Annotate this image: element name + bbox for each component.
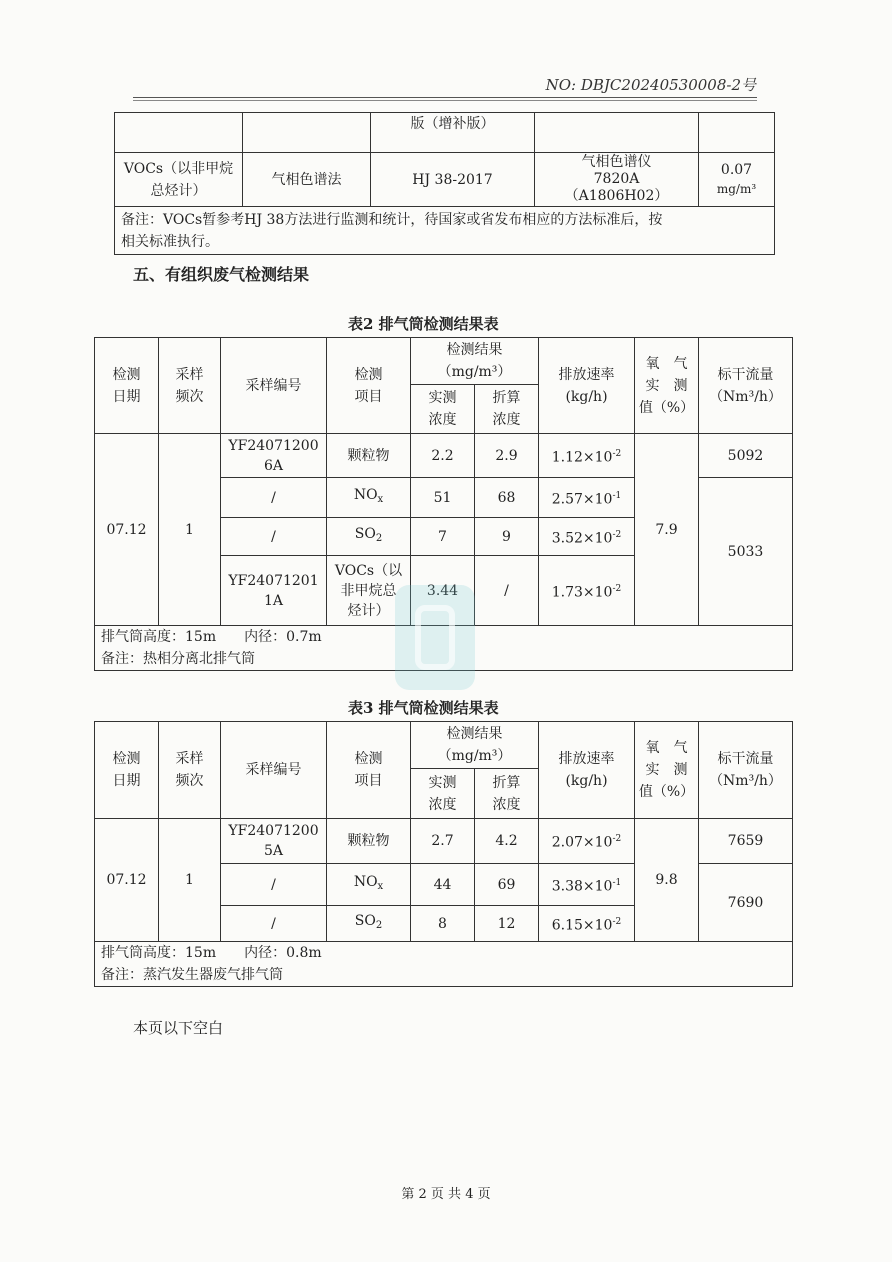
page-number: 第 2 页 共 4 页 <box>401 1187 491 1202</box>
rate-exponent: -1 <box>612 490 622 501</box>
table3-item <box>327 906 411 942</box>
header-sample-id: 采样编号 <box>221 722 327 819</box>
table3-item: 颗粒物 <box>327 819 411 864</box>
table3-stack-info: 排气筒高度：15m 内径：0.8m <box>101 945 322 961</box>
rate-base: 1.73×10 <box>551 584 613 601</box>
rate-exponent: -2 <box>612 916 622 927</box>
rate-exponent: -2 <box>612 448 622 459</box>
header-rate-l2: (kg/h) <box>565 388 608 405</box>
header-date <box>95 722 159 819</box>
header-oxygen-l2: 实 测 <box>645 762 688 778</box>
rate-exponent: -2 <box>612 529 622 540</box>
rate-base: 2.57×10 <box>551 491 613 508</box>
table3-footer-note <box>95 942 793 987</box>
table2-converted: 2.9 <box>475 434 539 478</box>
rate-base: 3.52×10 <box>551 530 613 547</box>
table2-measured: 3.44 <box>411 556 475 626</box>
header-item <box>327 722 411 819</box>
header-date-l1: 检测 <box>112 751 141 767</box>
header-result-l2: （mg/m³） <box>437 364 512 380</box>
table3-converted: 12 <box>475 906 539 942</box>
header-flow-l2: （Nm³/h） <box>709 773 782 789</box>
table3-rate <box>539 819 635 864</box>
method-name: 气相色谱法 <box>243 153 371 207</box>
header-result-l1: 检测结果 <box>446 342 503 358</box>
table3-measured: 44 <box>411 864 475 906</box>
header-oxygen <box>635 722 699 819</box>
header-measured <box>411 769 475 819</box>
header-rate-l1: 排放速率 <box>558 751 615 767</box>
item-base: NO <box>353 487 378 503</box>
rate-base: 1.12×10 <box>551 449 613 466</box>
table2-flow-1: 5092 <box>699 434 793 478</box>
table-row <box>95 819 793 864</box>
item-base: SO <box>354 526 376 542</box>
method-note <box>115 207 775 255</box>
header-oxygen-l3: 值（%） <box>638 784 695 800</box>
rate-base: 2.07×10 <box>551 834 613 851</box>
table2-converted: / <box>475 556 539 626</box>
report-number: NO: DBJC20240530008-2号 <box>545 76 756 94</box>
header-frequency-l1: 采样 <box>175 366 204 383</box>
table2-date: 07.12 <box>95 434 159 626</box>
table2-sample-id <box>221 434 327 478</box>
header-result-l1: 检测结果 <box>446 726 503 742</box>
method-item-line2: 总烃计） <box>150 182 207 199</box>
header-item <box>327 338 411 434</box>
header-flow <box>699 338 793 434</box>
header-item-l2: 项目 <box>354 773 383 789</box>
table2-frequency: 1 <box>159 434 221 626</box>
table3-rate <box>539 864 635 906</box>
limit-value: 0.07 <box>720 161 753 178</box>
header-measured-l2: 浓度 <box>428 796 457 813</box>
table2-note: 备注：热相分离北排气筒 <box>101 651 255 667</box>
header-date-l2: 日期 <box>112 388 141 405</box>
method-standard: HJ 38-2017 <box>371 153 535 207</box>
header-measured-l1: 实测 <box>428 774 457 791</box>
blank-page-note: 本页以下空白 <box>133 1019 224 1037</box>
rate-base: 6.15×10 <box>551 917 613 934</box>
header-converted-l1: 折算 <box>492 774 521 791</box>
header-frequency-l1: 采样 <box>175 751 204 767</box>
header-flow-l2: （Nm³/h） <box>709 388 782 405</box>
item-base: SO <box>354 913 376 929</box>
sample-id-l1: YF24071201 <box>228 572 319 589</box>
header-flow-l1: 标干流量 <box>717 751 774 767</box>
sample-id-l2: 6A <box>263 457 284 474</box>
table2-oxygen: 7.9 <box>635 434 699 626</box>
header-flow <box>699 722 793 819</box>
item-base: NO <box>353 874 378 890</box>
table3-sample-id <box>221 819 327 864</box>
table2-stack-info: 排气筒高度：15m 内径：0.7m <box>101 629 322 645</box>
table2-caption: 表2 排气筒检测结果表 <box>348 315 499 333</box>
table3-frequency: 1 <box>159 819 221 942</box>
method-cell-empty-4 <box>699 113 775 153</box>
header-rate <box>539 722 635 819</box>
method-limit <box>699 153 775 207</box>
table3-converted: 69 <box>475 864 539 906</box>
header-item-l2: 项目 <box>354 388 383 405</box>
sample-id-l2: 1A <box>263 592 284 609</box>
header-date-l2: 日期 <box>112 773 141 789</box>
table2-rate <box>539 434 635 478</box>
header-frequency <box>159 722 221 819</box>
header-date-l1: 检测 <box>112 366 141 383</box>
table3-caption: 表3 排气筒检测结果表 <box>348 699 499 717</box>
table3-sample-id: / <box>221 906 327 942</box>
header-oxygen-l1: 氧 气 <box>645 355 688 372</box>
table3-note: 备注：蒸汽发生器废气排气筒 <box>101 967 283 983</box>
table2-sample-id: / <box>221 478 327 518</box>
method-cell-empty-1 <box>115 113 243 153</box>
item-l3: 烃计） <box>347 602 390 619</box>
table2-converted: 9 <box>475 518 539 556</box>
method-note-line1: 备注：VOCs暂参考HJ 38方法进行监测和统计，待国家或省发布相应的方法标准后，按 <box>121 211 663 228</box>
method-cell-empty-2 <box>243 113 371 153</box>
header-converted-l1: 折算 <box>492 390 521 406</box>
header-measured <box>411 385 475 434</box>
table3-measured: 2.7 <box>411 819 475 864</box>
header-divider-secondary <box>133 100 757 101</box>
header-frequency <box>159 338 221 434</box>
method-item <box>115 153 243 207</box>
header-converted <box>475 385 539 434</box>
header-item-l1: 检测 <box>354 366 383 383</box>
sample-id-l2: 5A <box>263 843 284 859</box>
header-measured-l1: 实测 <box>428 390 457 406</box>
table2-sample-id <box>221 556 327 626</box>
table2-rate <box>539 556 635 626</box>
item-l2: 非甲烷总 <box>340 582 397 599</box>
header-oxygen-l3: 值（%） <box>638 399 695 416</box>
header-oxygen-l1: 氧 气 <box>645 740 688 756</box>
instrument-line3: （A1806H02） <box>564 188 669 204</box>
rate-exponent: -2 <box>612 583 622 594</box>
header-divider <box>133 97 757 98</box>
limit-unit: mg/m³ <box>716 181 757 196</box>
header-frequency-l2: 频次 <box>175 773 204 789</box>
header-rate-l2: (kg/h) <box>565 773 608 789</box>
header-frequency-l2: 频次 <box>175 388 204 405</box>
table2-item <box>327 518 411 556</box>
header-sample-id: 采样编号 <box>221 338 327 434</box>
header-flow-l1: 标干流量 <box>717 366 774 383</box>
header-result <box>411 722 539 769</box>
table2-measured: 2.2 <box>411 434 475 478</box>
method-standard-continued: 版（增补版） <box>371 113 535 153</box>
header-measured-l2: 浓度 <box>428 412 457 428</box>
table2-measured: 7 <box>411 518 475 556</box>
header-date <box>95 338 159 434</box>
header-rate <box>539 338 635 434</box>
header-result <box>411 338 539 385</box>
table3 <box>94 721 793 987</box>
item-subscript: 2 <box>375 920 383 931</box>
table2-sample-id: / <box>221 518 327 556</box>
table2-flow-2: 5033 <box>699 478 793 626</box>
sample-id-l1: YF24071200 <box>228 437 319 454</box>
table2-item <box>327 478 411 518</box>
table2-measured: 51 <box>411 478 475 518</box>
item-l1: VOCs（以 <box>334 562 403 579</box>
method-instrument <box>535 153 699 207</box>
section-title: 五、有组织废气检测结果 <box>133 265 310 284</box>
table3-sample-id: / <box>221 864 327 906</box>
sample-id-l1: YF24071200 <box>228 823 319 839</box>
table-row <box>95 434 793 478</box>
item-subscript: x <box>377 881 384 892</box>
table3-flow-1: 7659 <box>699 819 793 864</box>
table2-rate <box>539 518 635 556</box>
item-subscript: x <box>377 494 384 505</box>
rate-base: 3.38×10 <box>551 878 613 895</box>
table2-item: 颗粒物 <box>327 434 411 478</box>
method-item-line1: VOCs（以非甲烷 <box>123 160 234 177</box>
watermark-logo-inner <box>415 605 455 670</box>
header-result-l2: （mg/m³） <box>437 748 512 764</box>
header-converted-l2: 浓度 <box>492 412 521 428</box>
table2-rate <box>539 478 635 518</box>
table3-rate <box>539 906 635 942</box>
header-item-l1: 检测 <box>354 751 383 767</box>
header-oxygen <box>635 338 699 434</box>
header-converted-l2: 浓度 <box>492 796 521 813</box>
table3-date: 07.12 <box>95 819 159 942</box>
rate-exponent: -1 <box>612 877 622 888</box>
header-converted <box>475 769 539 819</box>
header-oxygen-l2: 实 测 <box>645 377 688 394</box>
method-cell-empty-3 <box>535 113 699 153</box>
table2-converted: 68 <box>475 478 539 518</box>
instrument-line2: 7820A <box>593 171 640 187</box>
method-note-line2: 相关标准执行。 <box>121 233 219 250</box>
table3-oxygen: 9.8 <box>635 819 699 942</box>
item-subscript: 2 <box>375 533 383 544</box>
table3-converted: 4.2 <box>475 819 539 864</box>
header-rate-l1: 排放速率 <box>558 366 615 383</box>
rate-exponent: -2 <box>612 834 622 845</box>
table3-flow-2: 7690 <box>699 864 793 942</box>
table3-measured: 8 <box>411 906 475 942</box>
table3-item <box>327 864 411 906</box>
instrument-line1: 气相色谱仪 <box>581 154 652 170</box>
method-table <box>114 112 775 255</box>
